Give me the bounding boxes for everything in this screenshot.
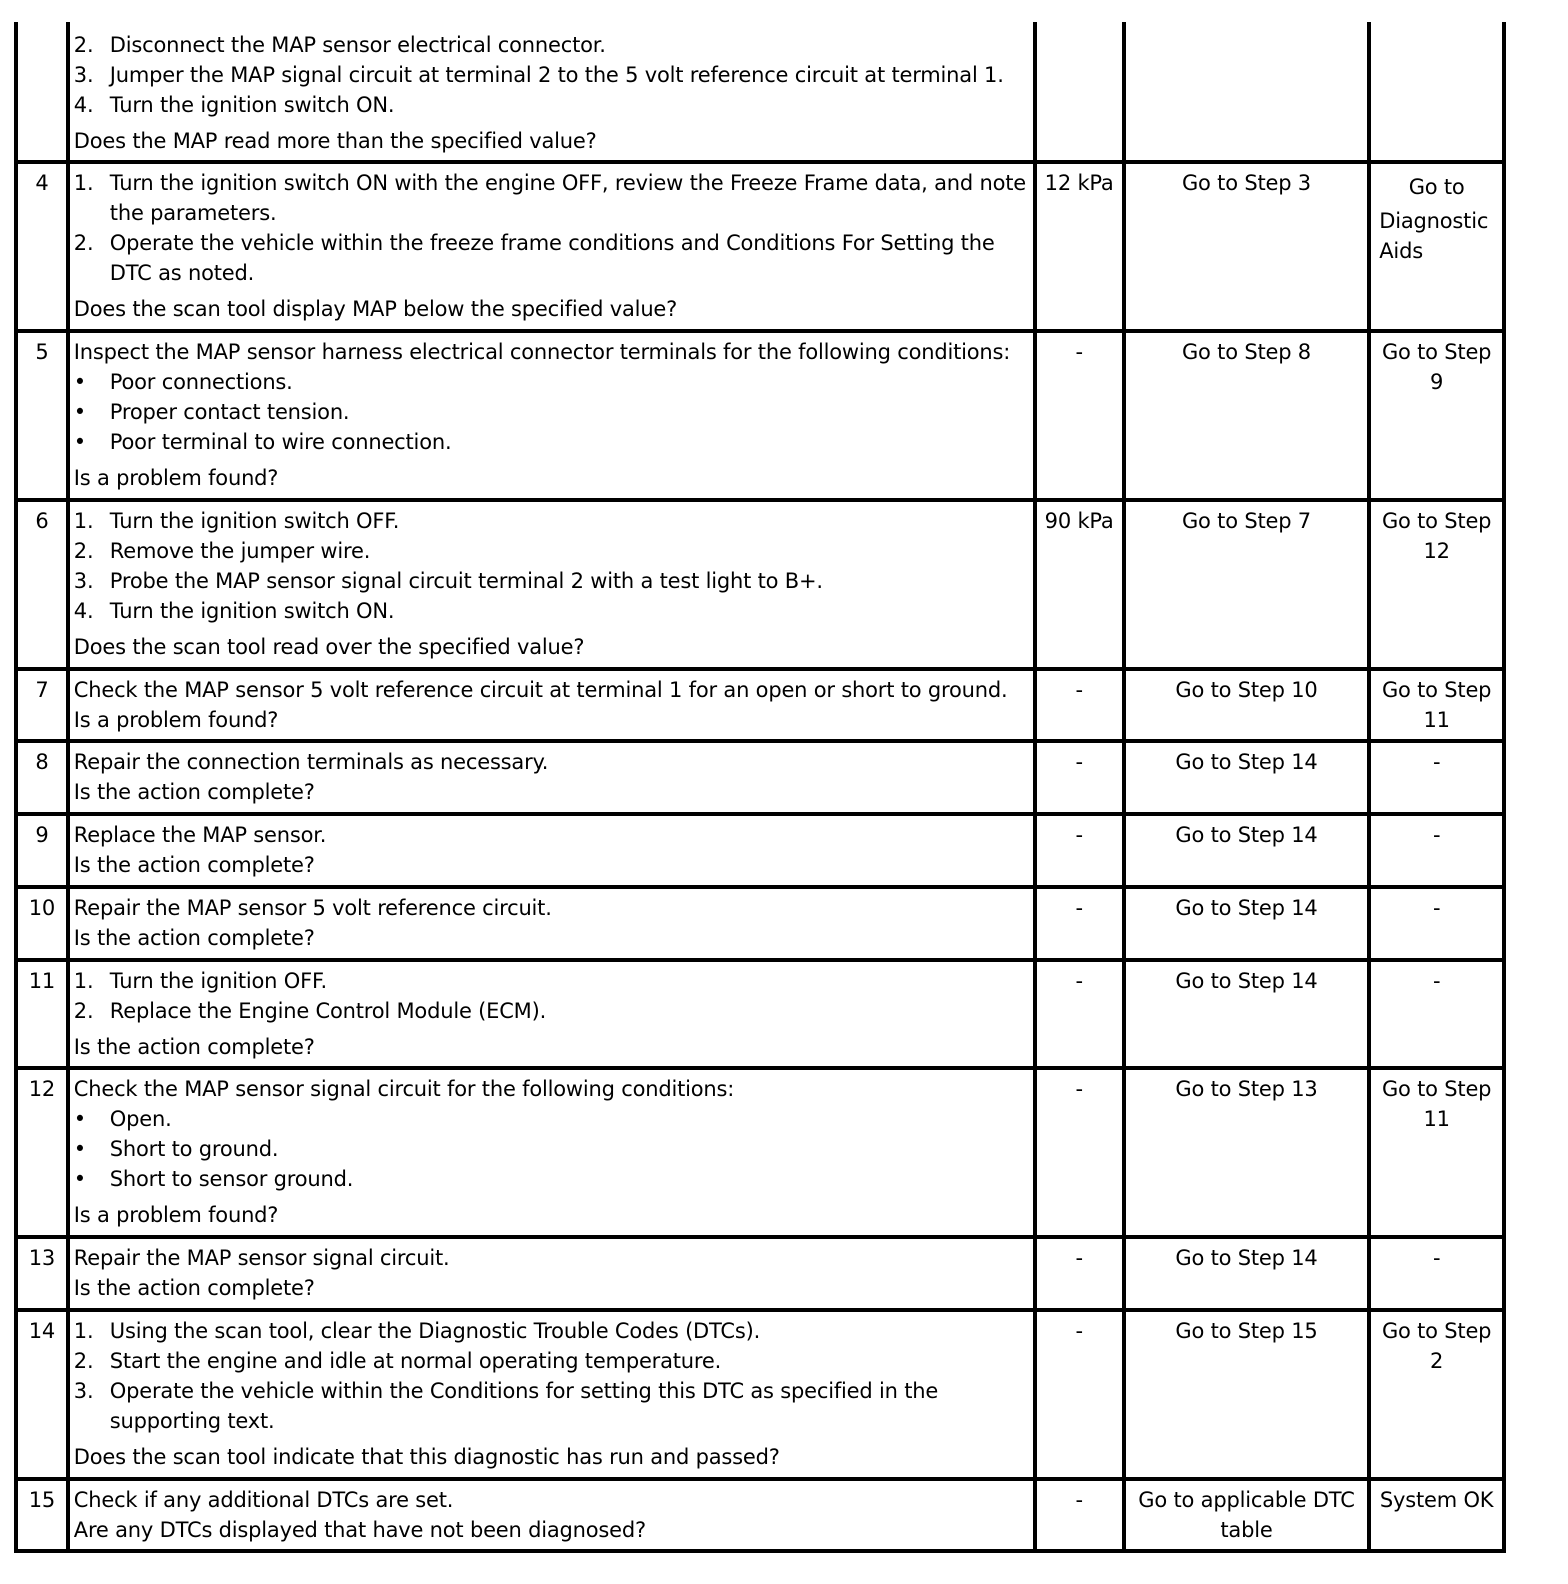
yes-cell	[1124, 22, 1370, 162]
action-item: 3. Probe the MAP sensor signal circuit terminal 2 with a test light to B+.	[73, 569, 823, 593]
step-number: 10	[16, 887, 68, 960]
step-number: 7	[16, 669, 68, 741]
no-cell	[1369, 1068, 1504, 1237]
action-item: 2. Remove the jumper wire.	[73, 539, 371, 563]
action-line: Check the MAP sensor 5 volt reference circuit at terminal 1 for an open or short to ground.	[73, 678, 1008, 702]
action-intro: Inspect the MAP sensor harness electrical connector terminals for the following conditions:	[73, 340, 1011, 364]
no-cell-line: Diagnostic	[1379, 209, 1489, 233]
step-number: 15	[16, 1479, 68, 1551]
yes-cell: Go to Step 7	[1124, 500, 1370, 669]
table-row	[16, 1479, 1504, 1551]
action-cell	[68, 1310, 1035, 1479]
no-cell: System OK	[1369, 1479, 1504, 1551]
yes-cell: Go to Step 14	[1124, 960, 1370, 1068]
action-item: 1. Turn the ignition switch ON with the engine OFF, review the Freeze Frame data, and note the parameters.	[73, 171, 1026, 225]
table-row	[16, 814, 1504, 887]
step-number: 9	[16, 814, 68, 887]
value-cell: -	[1035, 1237, 1124, 1310]
yes-cell: Go to Step 14	[1124, 814, 1370, 887]
no-cell-line: Go to Step	[1381, 509, 1492, 533]
action-item: 3. Jumper the MAP signal circuit at terminal 2 to the 5 volt reference circuit at terminal 1.	[73, 63, 1004, 87]
action-item: 2. Replace the Engine Control Module (ECM).	[73, 999, 547, 1023]
bullet-item: • Open.	[73, 1107, 172, 1131]
action-item: 2. Start the engine and idle at normal operating temperature.	[73, 1349, 722, 1373]
yes-cell	[1124, 1479, 1370, 1551]
value-cell: 12 kPa	[1035, 162, 1124, 331]
action-question: Does the MAP read more than the specified value?	[73, 129, 597, 153]
action-cell	[68, 960, 1035, 1068]
table-row	[16, 669, 1504, 741]
step-number	[16, 22, 68, 162]
no-cell: -	[1369, 887, 1504, 960]
action-cell	[68, 500, 1035, 669]
value-cell: -	[1035, 1310, 1124, 1479]
yes-cell: Go to Step 15	[1124, 1310, 1370, 1479]
action-question: Is a problem found?	[73, 708, 279, 732]
table-row	[16, 960, 1504, 1068]
action-cell	[68, 22, 1035, 162]
value-cell: 90 kPa	[1035, 500, 1124, 669]
action-item: 1. Turn the ignition OFF.	[73, 969, 327, 993]
bullet-item: • Proper contact tension.	[73, 400, 350, 424]
action-item: 3. Operate the vehicle within the Conditions for setting this DTC as specified in the supporting text.	[73, 1379, 939, 1433]
no-cell	[1369, 500, 1504, 669]
bullet-item: • Poor connections.	[73, 370, 293, 394]
step-number: 6	[16, 500, 68, 669]
action-item: 4. Turn the ignition switch ON.	[73, 93, 395, 117]
value-cell: -	[1035, 814, 1124, 887]
step-number: 4	[16, 162, 68, 331]
value-cell	[1035, 22, 1124, 162]
table-row	[16, 1068, 1504, 1237]
value-cell: -	[1035, 1479, 1124, 1551]
step-number: 8	[16, 741, 68, 814]
no-cell: -	[1369, 1237, 1504, 1310]
action-line: Repair the MAP sensor signal circuit.	[73, 1246, 450, 1270]
action-cell	[68, 1237, 1035, 1310]
bullet-item: • Short to ground.	[73, 1137, 279, 1161]
table-row	[16, 1310, 1504, 1479]
value-cell: -	[1035, 669, 1124, 741]
action-question: Is the action complete?	[73, 926, 315, 950]
action-cell	[68, 1068, 1035, 1237]
no-cell	[1369, 22, 1504, 162]
value-cell: -	[1035, 887, 1124, 960]
action-question: Is the action complete?	[73, 780, 315, 804]
yes-cell-line: table	[1220, 1518, 1273, 1542]
action-intro: Check the MAP sensor signal circuit for the following conditions:	[73, 1077, 735, 1101]
action-question: Is the action complete?	[73, 1276, 315, 1300]
action-cell	[68, 669, 1035, 741]
yes-cell: Go to Step 14	[1124, 741, 1370, 814]
action-item: 1. Turn the ignition switch OFF.	[73, 509, 400, 533]
action-line: Repair the MAP sensor 5 volt reference circuit.	[73, 896, 552, 920]
value-cell: -	[1035, 741, 1124, 814]
table-row	[16, 331, 1504, 500]
no-cell: -	[1369, 960, 1504, 1068]
yes-cell: Go to Step 14	[1124, 1237, 1370, 1310]
no-cell-line: Aids	[1379, 239, 1423, 263]
action-cell	[68, 162, 1035, 331]
action-cell	[68, 331, 1035, 500]
value-cell: -	[1035, 331, 1124, 500]
action-line: Replace the MAP sensor.	[73, 823, 327, 847]
no-cell: Go to Step 2	[1369, 1310, 1504, 1479]
action-question: Does the scan tool display MAP below the specified value?	[73, 297, 678, 321]
yes-cell-line: Go to applicable DTC	[1138, 1488, 1355, 1512]
action-cell	[68, 741, 1035, 814]
no-cell-line: Go to Step	[1381, 678, 1492, 702]
table-row	[16, 1237, 1504, 1310]
no-cell-line: 12	[1423, 539, 1450, 563]
yes-cell: Go to Step 3	[1124, 162, 1370, 331]
action-item: 2. Disconnect the MAP sensor electrical connector.	[73, 33, 606, 57]
no-cell: -	[1369, 814, 1504, 887]
table-row	[16, 500, 1504, 669]
action-line: Repair the connection terminals as necessary.	[73, 750, 549, 774]
value-cell: -	[1035, 960, 1124, 1068]
table-row	[16, 741, 1504, 814]
table-row	[16, 887, 1504, 960]
no-cell: -	[1369, 741, 1504, 814]
action-item: 1. Using the scan tool, clear the Diagnostic Trouble Codes (DTCs).	[73, 1319, 761, 1343]
step-number: 13	[16, 1237, 68, 1310]
action-question: Is the action complete?	[73, 1035, 315, 1059]
no-cell	[1369, 669, 1504, 741]
yes-cell: Go to Step 8	[1124, 331, 1370, 500]
action-question: Does the scan tool indicate that this diagnostic has run and passed?	[73, 1445, 780, 1469]
action-line: Check if any additional DTCs are set.	[73, 1488, 454, 1512]
no-cell	[1369, 162, 1504, 331]
action-question: Are any DTCs displayed that have not been diagnosed?	[73, 1518, 646, 1542]
no-cell-line: Go to	[1408, 175, 1465, 199]
no-cell-line: 11	[1423, 708, 1450, 732]
action-item: 2. Operate the vehicle within the freeze frame conditions and Conditions For Setting the DTC as noted.	[73, 231, 995, 285]
yes-cell: Go to Step 10	[1124, 669, 1370, 741]
step-number: 14	[16, 1310, 68, 1479]
step-number: 11	[16, 960, 68, 1068]
table-row	[16, 22, 1504, 162]
action-item: 4. Turn the ignition switch ON.	[73, 599, 395, 623]
step-number: 5	[16, 331, 68, 500]
action-question: Is a problem found?	[73, 466, 279, 490]
action-question: Is the action complete?	[73, 853, 315, 877]
action-cell	[68, 1479, 1035, 1551]
action-question: Is a problem found?	[73, 1203, 279, 1227]
action-cell	[68, 887, 1035, 960]
step-number: 12	[16, 1068, 68, 1237]
table-row	[16, 162, 1504, 331]
no-cell: Go to Step 9	[1369, 331, 1504, 500]
bullet-item: • Short to sensor ground.	[73, 1167, 354, 1191]
diagnostic-table	[14, 22, 1506, 1553]
yes-cell: Go to Step 13	[1124, 1068, 1370, 1237]
value-cell: -	[1035, 1068, 1124, 1237]
action-cell	[68, 814, 1035, 887]
no-cell-line: 11	[1423, 1107, 1450, 1131]
bullet-item: • Poor terminal to wire connection.	[73, 430, 452, 454]
yes-cell: Go to Step 14	[1124, 887, 1370, 960]
no-cell-line: Go to Step	[1381, 1077, 1492, 1101]
action-question: Does the scan tool read over the specified value?	[73, 635, 585, 659]
